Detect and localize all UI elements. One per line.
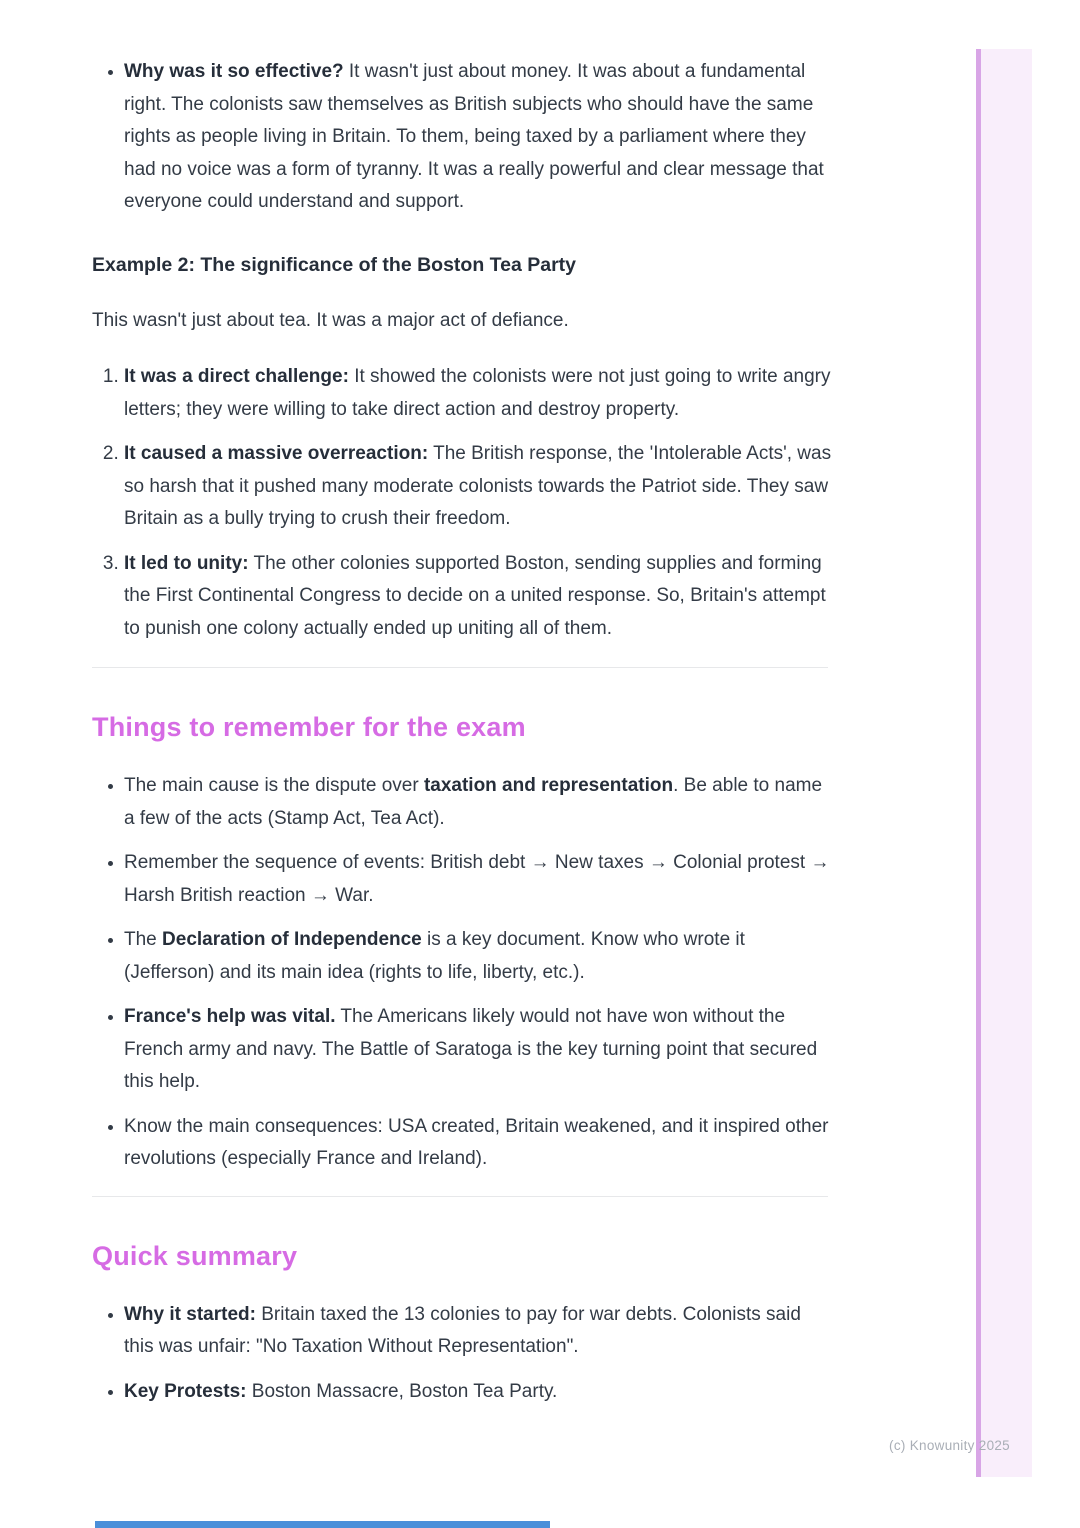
list-item [124,1376,832,1409]
body-text: The British response, the 'Intolerable Acts', was so harsh that it pushed many moderate colonists towards the Patriot side. They saw Britain as a bully trying to crush their freedom. [124,443,832,529]
bold-text: Why was it so effective? [124,61,344,82]
exam-bullet-list [92,770,832,1176]
body-text: is a key document. Know who wrote it (Jefferson) and its main idea (rights to life, liberty, etc.). [124,929,745,983]
watermark: (c) Knowunity 2025 [889,1438,1010,1453]
page-right-accent-bar [976,49,1032,1477]
exam-section-heading: Things to remember for the exam [92,712,526,742]
bold-text: It was a direct challenge: [124,366,349,387]
body-text: The Americans likely would not have won without the French army and navy. The Battle of Saratoga is the key turning point that secured this help. [124,1006,818,1092]
example2-heading: Example 2: The significance of the Boston Tea Party [92,253,577,276]
body-text: The [124,929,163,950]
effectiveness-bullet-list [92,56,832,219]
body-text: Remember the sequence of events: British debt → New taxes → Colonial protest → Harsh British reaction → War. [124,852,830,906]
list-item [124,1299,832,1364]
bold-text: Declaration of Independence [162,929,422,950]
example2-intro: This wasn't just about tea. It was a major act of defiance. [92,309,569,331]
body-text: It wasn't just about money. It was about a fundamental right. The colonists saw themselves as British subjects who should have the same rights as people living in Britain. To them, being taxed by a parliament where they had no voice was a form of tyranny. It was a really powerful and clear message that everyone could understand and support. [124,61,824,212]
body-text: The other colonies supported Boston, sending supplies and forming the First Continental Congress to decide on a united response. So, Britain's attempt to punish one colony actually ended up uniting all of them. [124,552,826,639]
note-content [92,0,832,1420]
list-item [124,361,832,426]
section-divider [92,667,828,668]
list-item [124,1111,832,1176]
section-divider [92,1196,828,1197]
body-text: Britain taxed the 13 colonies to pay for war debts. Colonists said this was unfair: "No Taxation Without Representation". [124,1303,801,1357]
list-item [124,56,832,219]
list-item [124,1001,832,1099]
bold-text: Why it started: [124,1303,256,1325]
list-item [124,847,832,912]
summary-section-heading: Quick summary [92,1240,298,1271]
list-item [124,770,832,835]
bold-text: It led to unity: [124,552,249,574]
body-text: It showed the colonists were not just going to write angry letters; they were willing to take direct action and destroy property. [124,366,831,420]
bold-text: It caused a massive overreaction: [124,443,429,464]
list-item [124,438,832,536]
bottom-blue-bar [95,1521,550,1528]
bold-text: taxation and representation [423,775,674,796]
body-text: Know the main consequences: USA created, Britain weakened, and it inspired other revolutions (especially France and Ireland). [124,1115,829,1169]
bold-text: France's help was vital. [124,1006,336,1027]
body-text: . Be able to name a few of the acts (Stamp Act, Tea Act). [124,775,823,829]
list-item [124,548,832,646]
summary-bullet-list [92,1299,832,1409]
body-text: The main cause is the dispute over [124,775,424,796]
list-item [124,924,832,989]
bold-text: Key Protests: [124,1380,247,1402]
body-text: Boston Massacre, Boston Tea Party. [246,1380,558,1402]
example2-numbered-list [92,361,832,645]
